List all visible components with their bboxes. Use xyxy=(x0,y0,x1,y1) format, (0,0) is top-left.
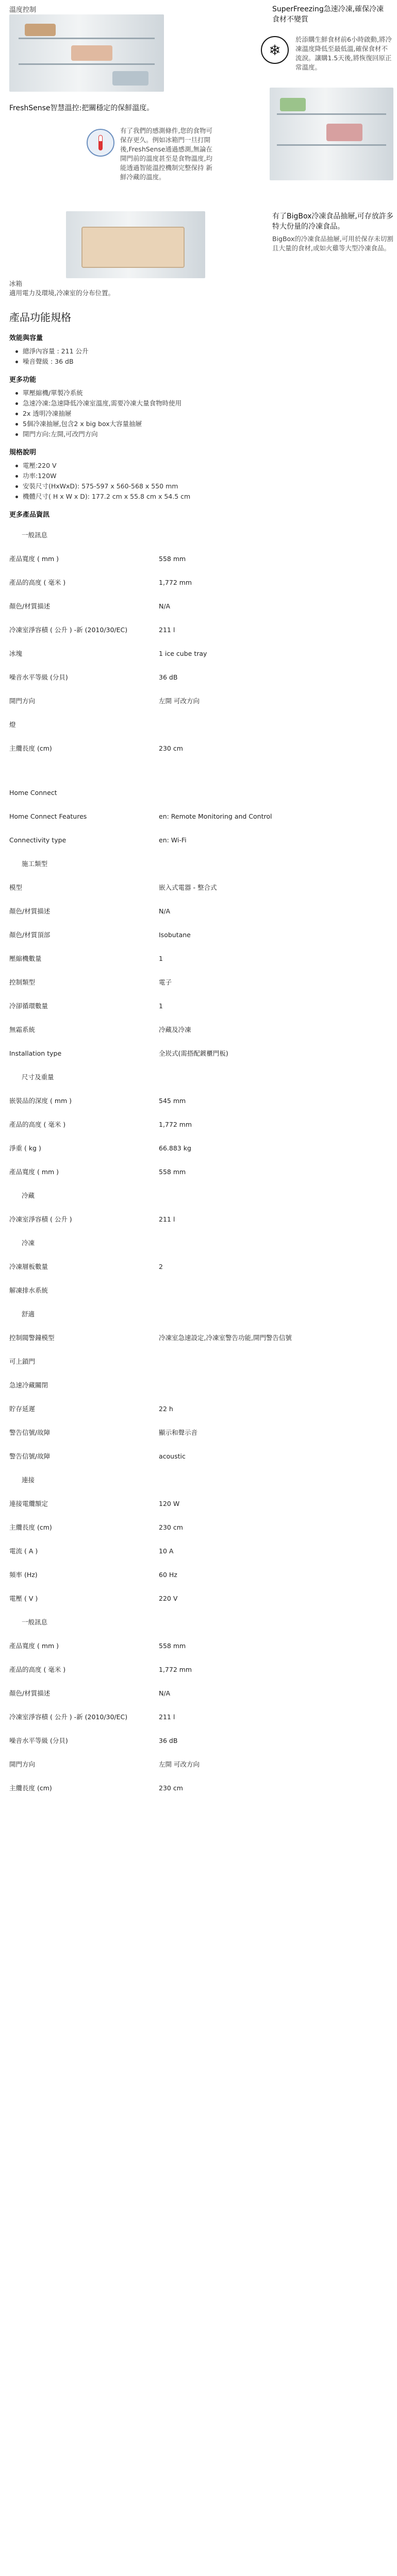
note-2: 適用電力及環境,冷凍室的分布位置。 xyxy=(9,289,114,297)
table-row: 模型 嵌入式電器 - 整合式 xyxy=(9,884,217,891)
table-row: 主纜長度 (cm) 230 cm xyxy=(9,1784,183,1792)
table-row: 電流 ( A ) 10 A xyxy=(9,1547,174,1555)
tech-heading: 規格說明 xyxy=(9,449,37,456)
freshsense-title: FreshSense智慧溫控:把關穩定的保鮮溫度。 xyxy=(9,104,154,112)
list-item: 機體尺寸( H x W x D): 177.2 cm x 55.8 cm x 54.5 cm xyxy=(14,492,388,502)
table-row: 冷凍室淨容積 ( 公升 ) -新 (2010/30/EC) 211 l xyxy=(9,625,175,634)
table-row: 噪音水平等級 (分貝) 36 dB xyxy=(9,1736,178,1744)
list-item: 功率:120W xyxy=(14,471,388,481)
table-row: 控制類型 電子 xyxy=(9,978,172,986)
table-row: 控制閥警鐘模型 冷凍室急速設定,冷凍室警告功能,開門警告信號 xyxy=(9,1334,292,1342)
fridge-open-image xyxy=(270,88,393,180)
table-row: 貯存延遲 22 h xyxy=(9,1404,173,1413)
group-install: 施工類型 xyxy=(22,860,48,868)
table-row: 冷卻循環數量 1 xyxy=(9,1002,163,1010)
group-dims: 尺寸及重量 xyxy=(22,1073,54,1081)
table-row: Home Connect Features en: Remote Monitoring and Control xyxy=(9,812,272,820)
table-row: Installation type 全崁式(需搭配鍍櫃門板) xyxy=(9,1049,228,1057)
bigbox-title: 有了BigBox冷凍食品抽屜,可存放許多特大份量的冷凍食品。 xyxy=(272,212,393,231)
bigbox-text: BigBox的冷凍食品抽屜,可用於保存未切割且大量的食材,或如火雞等大型冷凍食品。 xyxy=(272,235,393,252)
list-item: 電壓:220 V xyxy=(14,461,388,471)
list-item: 安裝尺寸(HxWxD): 575-597 x 560-568 x 550 mm xyxy=(14,481,388,492)
group-freeze: 冷凍 xyxy=(22,1239,35,1247)
freshsense-text: 有了我們的感測條件,您的食物可保存更久。例如冰箱門一旦打開後,FreshSense通過感測,無論在開門前的溫度甚至是食物溫度,均能透過智能溫控機制完整保持 新鮮冷藏的溫度。 xyxy=(120,127,212,181)
table-row: 急速冷藏關閉 xyxy=(9,1381,48,1389)
table-row: 顏色/材質描述 N/A xyxy=(9,1689,171,1697)
table-row: 警告信號/故障 acoustic xyxy=(9,1452,186,1460)
list-item: 開門方向:左開,可改門方向 xyxy=(14,429,388,439)
specs-title: 產品功能規格 xyxy=(9,311,71,324)
info-heading: 更多產品資訊 xyxy=(9,511,50,519)
thermometer-icon xyxy=(87,129,114,157)
table-row: 燈 xyxy=(9,721,16,728)
table-row: 產品寬度 ( mm ) 558 mm xyxy=(9,1167,186,1176)
table-row: 無霜系統 冷藏及冷凍 xyxy=(9,1026,191,1033)
capacity-heading: 效能與容量 xyxy=(9,334,43,342)
table-row: Connectivity type en: Wi-Fi xyxy=(9,836,187,844)
spec-table xyxy=(9,523,388,1800)
table-row: 主纜長度 (cm) 230 cm xyxy=(9,1523,183,1531)
table-row: 冷凍室淨容積 ( 公升 ) 211 l xyxy=(9,1215,175,1223)
table-row: 開門方向 左開 可改方向 xyxy=(9,1760,200,1768)
feature-area xyxy=(9,0,393,278)
table-row: 冷凍層板數量 2 xyxy=(9,1262,163,1270)
note-1: 冰箱 xyxy=(9,280,23,287)
table-row: 開門方向 左開 可改方向 xyxy=(9,697,200,705)
freezer-interior-image xyxy=(9,14,164,92)
table-row: 頻率 (Hz) 60 Hz xyxy=(9,1570,177,1579)
table-row: 嵌裝品的深度 ( mm ) 545 mm xyxy=(9,1096,186,1105)
more-list xyxy=(14,388,388,439)
table-row: 冷凍室淨容積 ( 公升 ) -新 (2010/30/EC) 211 l xyxy=(9,1713,175,1721)
group-tech: 連接 xyxy=(22,1476,35,1484)
superfreeze-text: 於添購生鮮食材前6小時啟動,將冷凍溫度降低至最低溫,確保食材不流淚。讓購1.5天後,將恢復回原正常溫度。 xyxy=(295,36,392,71)
table-row: 產品寬度 ( mm ) 558 mm xyxy=(9,1641,186,1650)
list-item: 單壓縮機/單製冷系統 xyxy=(14,388,388,398)
table-row: 可上鎖門 xyxy=(9,1358,36,1365)
list-item: 5個冷凍抽屜,包含2 x big box大容量抽屜 xyxy=(14,419,388,429)
list-item: 總淨內容量 : 211 公升 xyxy=(14,346,388,357)
snowflake-icon: ❄ xyxy=(261,36,289,64)
table-row: 顏色/材質描述 N/A xyxy=(9,602,171,610)
table-row: 產品寬度 ( mm ) 558 mm xyxy=(9,554,186,563)
table-row: 警告信號/故障 顯示和聲示音 xyxy=(9,1429,198,1436)
bigbox-image xyxy=(66,211,205,278)
table-row: 電壓 ( V ) 220 V xyxy=(9,1594,178,1602)
table-row: 產品的高度 ( 毫米 ) 1,772 mm xyxy=(9,1120,192,1128)
table-row: 產品的高度 ( 毫米 ) 1,772 mm xyxy=(9,578,192,586)
table-row: 壓縮機數量 1 xyxy=(9,954,163,962)
group-general: 一般訊息 xyxy=(22,531,48,539)
group-cold: 冷藏 xyxy=(22,1192,35,1199)
table-row: 淨重 ( kg ) 66.883 kg xyxy=(9,1144,191,1152)
home-connect-heading: Home Connect xyxy=(9,788,57,796)
more-heading: 更多功能 xyxy=(9,376,37,384)
table-row: 產品的高度 ( 毫米 ) 1,772 mm xyxy=(9,1665,192,1673)
capacity-list xyxy=(14,346,388,367)
notes xyxy=(9,279,388,298)
tech-list xyxy=(14,461,388,502)
table-row: 解凍排水系統 xyxy=(9,1286,48,1294)
table-row: 顏色/材質描述 N/A xyxy=(9,907,171,915)
table-row: 顏色/材質頂部 Isobutane xyxy=(9,930,191,939)
table-row: 連接電纜額定 120 W xyxy=(9,1499,180,1507)
list-item: 噪音聲級 : 36 dB xyxy=(14,357,388,367)
table-row: 主纜長度 (cm) 230 cm xyxy=(9,744,183,752)
feature-label: 溫度控制 xyxy=(9,6,37,14)
list-item: 急速冷凍:急速降低冷凍室溫度,需要冷凍大量食物時使用 xyxy=(14,398,388,409)
superfreeze-title: SuperFreezing急速冷凍,確保冷凍食材不變質 xyxy=(272,5,384,24)
list-item: 2x 透明冷凍抽屜 xyxy=(14,409,388,419)
group-general-2: 一般訊息 xyxy=(22,1618,48,1626)
group-comfort: 舒適 xyxy=(22,1310,35,1318)
table-row: 噪音水平等級 (分貝) 36 dB xyxy=(9,673,178,681)
table-row: 冰塊 1 ice cube tray xyxy=(9,649,207,657)
